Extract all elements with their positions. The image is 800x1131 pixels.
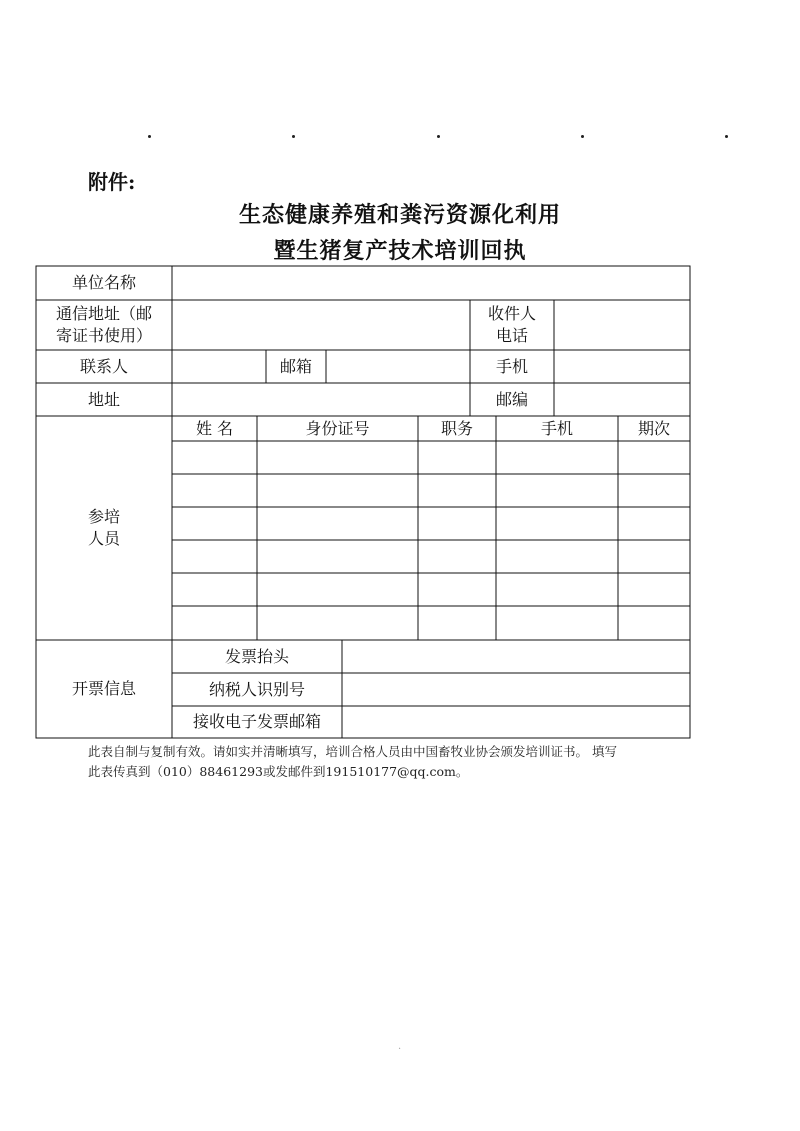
participant-row[interactable] (172, 573, 690, 606)
header-name: 姓 名 (195, 418, 234, 438)
mailing-address-label (36, 300, 172, 350)
unit-name-label: 单位名称 (71, 273, 136, 292)
invoice-title-label: 发票抬头 (224, 646, 289, 666)
page-mark: · (398, 1044, 402, 1055)
document-title-line1: 生态健康养殖和粪污资源化利用 (238, 202, 561, 228)
header-position: 职务 (440, 418, 473, 438)
footnote-line2: 此表传真到（010）88461293或发邮件到191510177@qq.com。 (88, 764, 469, 779)
taxpayer-id-field[interactable] (342, 673, 690, 706)
einvoice-email-label: 接收电子发票邮箱 (192, 712, 321, 731)
contact-person-field[interactable] (172, 350, 266, 383)
einvoice-email-field[interactable] (342, 706, 690, 738)
recipient-phone-label (470, 300, 554, 350)
document-title-line2: 暨生猪复产技术培训回执 (273, 238, 527, 264)
participants-label-line1: 参培 (87, 507, 120, 526)
invoice-title-field[interactable] (342, 640, 690, 673)
participants-label-line2: 人员 (87, 529, 120, 548)
header-session: 期次 (637, 418, 670, 438)
header-mobile: 手机 (540, 418, 573, 438)
participant-row[interactable] (172, 540, 690, 573)
footnote-line1: 此表自制与复制有效。请如实并清晰填写，培训合格人员由中国畜牧业协会颁发培训证书。 填写 (88, 744, 617, 759)
attachment-label: 附件: (88, 170, 136, 194)
participant-row[interactable] (172, 606, 690, 640)
recipient-phone-label-line1: 收件人 (487, 304, 536, 323)
mailing-address-label-line2: 寄证书使用） (55, 326, 152, 345)
header-id-number: 身份证号 (305, 418, 370, 438)
contact-person-label: 联系人 (79, 356, 128, 376)
recipient-phone-label-line2: 电话 (495, 326, 528, 345)
email-label: 邮箱 (279, 356, 312, 376)
participant-row[interactable] (172, 441, 690, 474)
postcode-label: 邮编 (495, 389, 528, 409)
participant-row[interactable] (172, 474, 690, 507)
postcode-field[interactable] (554, 383, 690, 416)
participant-row[interactable] (172, 507, 690, 540)
invoice-info-label: 开票信息 (71, 679, 136, 698)
participants-label (36, 416, 172, 640)
mobile-label: 手机 (495, 356, 528, 376)
email-field[interactable] (326, 350, 470, 383)
unit-name-field[interactable] (172, 266, 690, 300)
mobile-field[interactable] (554, 350, 690, 383)
mailing-address-field[interactable] (172, 300, 470, 350)
taxpayer-id-label: 纳税人识别号 (208, 679, 305, 699)
recipient-phone-field[interactable] (554, 300, 690, 350)
address-field[interactable] (172, 383, 470, 416)
address-label: 地址 (87, 389, 120, 409)
mailing-address-label-line1: 通信地址（邮 (55, 304, 152, 323)
